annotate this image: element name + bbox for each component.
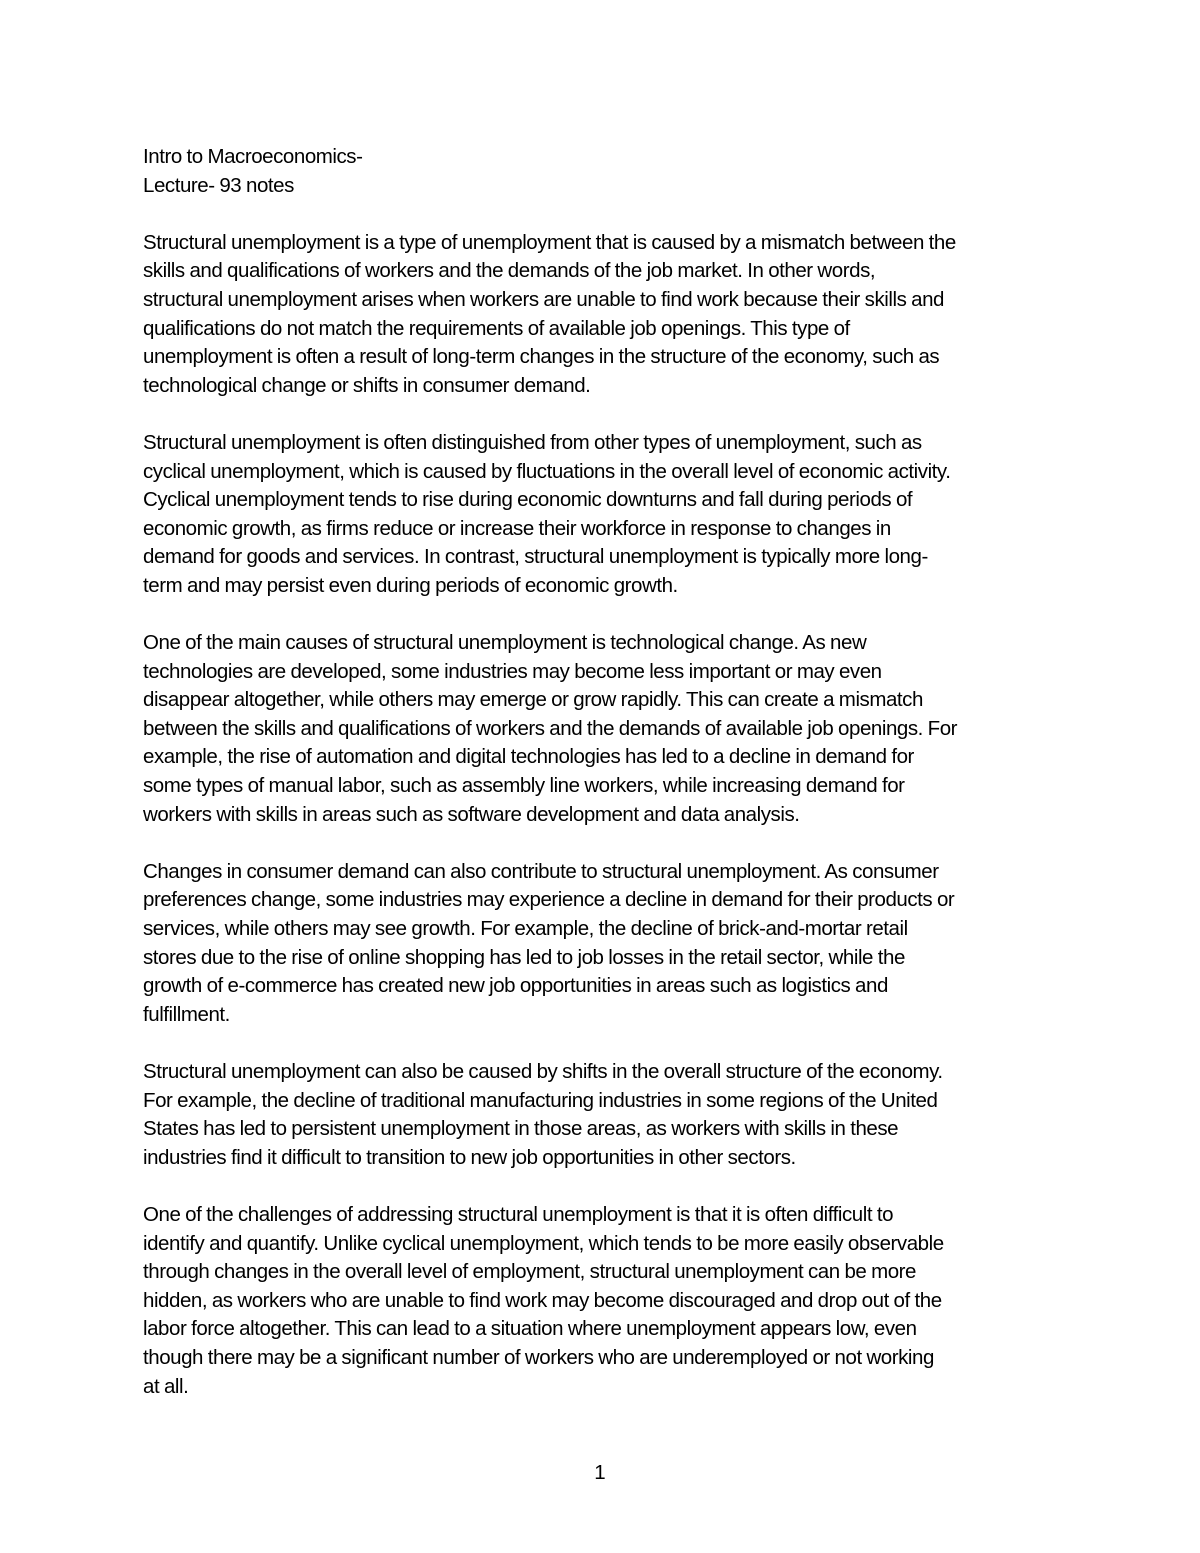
paragraph-line: Cyclical unemployment tends to rise during economic downturns and fall during periods of [143, 488, 913, 512]
paragraph [143, 429, 1063, 601]
paragraph-line: identify and quantify. Unlike cyclical unemployment, which tends to be more easily observable [143, 1231, 944, 1255]
paragraph-line: hidden, as workers who are unable to find work may become discouraged and drop out of the [143, 1288, 942, 1312]
paragraph-line: qualifications do not match the requirements of available job openings. This type of [143, 316, 850, 340]
paragraph [143, 629, 1063, 829]
paragraph [143, 1201, 1063, 1401]
page-number: 1 [594, 1461, 606, 1484]
paragraph-line: Structural unemployment can also be caused by shifts in the overall structure of the economy. [143, 1060, 943, 1083]
paragraph-line: Changes in consumer demand can also contribute to structural unemployment. As consumer [143, 859, 939, 883]
paragraph-line: some types of manual labor, such as assembly line workers, while increasing demand for [143, 774, 905, 798]
paragraph [143, 1058, 1063, 1172]
paragraph-line: workers with skills in areas such as software development and data analysis. [143, 802, 800, 826]
paragraph-line: For example, the decline of traditional manufacturing industries in some regions of the United [143, 1088, 938, 1112]
paragraph-line: stores due to the rise of online shopping has led to job losses in the retail sector, while the [143, 945, 905, 969]
paragraph-line: though there may be a significant number of workers who are underemployed or not working [143, 1345, 934, 1369]
paragraph-line: labor force altogether. This can lead to a situation where unemployment appears low, even [143, 1317, 917, 1341]
paragraph-line: term and may persist even during periods of economic growth. [143, 573, 678, 597]
document-subtitle: Lecture- 93 notes [143, 173, 294, 197]
paragraph-line: unemployment is often a result of long-term changes in the structure of the economy, such as [143, 345, 940, 369]
paragraph [143, 858, 1063, 1030]
paragraph-line: at all. [143, 1374, 189, 1398]
paragraph-line: technological change or shifts in consumer demand. [143, 373, 591, 397]
paragraph-line: growth of e-commerce has created new job opportunities in areas such as logistics and [143, 974, 888, 998]
paragraph-line: economic growth, as firms reduce or increase their workforce in response to changes in [143, 516, 891, 540]
paragraph-line: Structural unemployment is often distinguished from other types of unemployment, such as [143, 430, 922, 454]
paragraph-line: technologies are developed, some industries may become less important or may even [143, 659, 882, 683]
paragraphs-container [143, 229, 1063, 1401]
paragraph-line: disappear altogether, while others may emerge or grow rapidly. This can create a mismatch [143, 688, 923, 712]
paragraph-line: structural unemployment arises when workers are unable to find work because their skills and [143, 287, 944, 311]
paragraph-line: demand for goods and services. In contrast, structural unemployment is typically more long- [143, 545, 928, 569]
paragraph-line: States has led to persistent unemployment in those areas, as workers with skills in these [143, 1117, 899, 1141]
paragraph-line: between the skills and qualifications of workers and the demands of available job openings. For [143, 716, 958, 740]
paragraph-line: preferences change, some industries may experience a decline in demand for their products or [143, 888, 955, 912]
paragraph-line: through changes in the overall level of employment, structural unemployment can be more [143, 1260, 917, 1284]
paragraph-line: industries find it difficult to transition to new job opportunities in other sectors. [143, 1145, 796, 1169]
paragraph-line: One of the challenges of addressing structural unemployment is that it is often difficult to [143, 1202, 894, 1226]
paragraph-line: fulfillment. [143, 1002, 230, 1026]
paragraph-line: services, while others may see growth. For example, the decline of brick-and-mortar retail [143, 917, 908, 941]
paragraph [143, 229, 1063, 401]
document-title: Intro to Macroeconomics- [143, 145, 363, 168]
document-body [143, 143, 1063, 1401]
paragraph-line: skills and qualifications of workers and the demands of the job market. In other words, [143, 259, 876, 283]
paragraph-line: Structural unemployment is a type of unemployment that is caused by a mismatch between the [143, 230, 956, 254]
paragraph-line: example, the rise of automation and digital technologies has led to a decline in demand for [143, 745, 914, 769]
paragraph-line: cyclical unemployment, which is caused by fluctuations in the overall level of economic activity. [143, 459, 951, 483]
paragraph-line: One of the main causes of structural unemployment is technological change. As new [143, 631, 867, 655]
